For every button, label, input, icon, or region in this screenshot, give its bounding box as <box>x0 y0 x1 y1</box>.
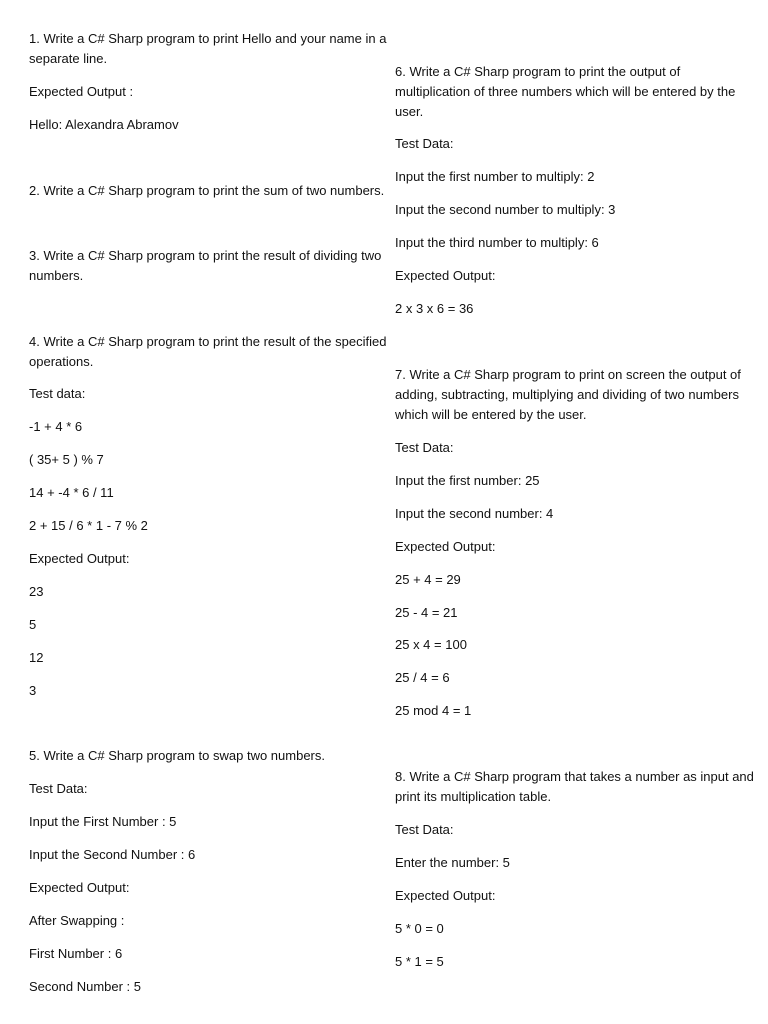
q5-output: After Swapping : <box>29 913 125 928</box>
q1-prompt-line1: 1. Write a C# Sharp program to print Hello and your name in a <box>29 31 387 46</box>
q8-expected-label: Expected Output: <box>395 888 496 903</box>
q7-output: 25 + 4 = 29 <box>395 572 461 587</box>
q6-output: 2 x 3 x 6 = 36 <box>395 301 474 316</box>
q7-test-label: Test Data: <box>395 440 454 455</box>
q7-prompt-line3: which will be entered by the user. <box>395 407 587 422</box>
q4-prompt-line2: operations. <box>29 354 94 369</box>
q8-prompt-line1: 8. Write a C# Sharp program that takes a number as input and <box>395 769 754 784</box>
q6-prompt-line1: 6. Write a C# Sharp program to print the output of <box>395 64 681 79</box>
q8-test-label: Test Data: <box>395 822 454 837</box>
q4-output: 23 <box>29 584 44 599</box>
q8-prompt-line2: print its multiplication table. <box>395 789 552 804</box>
q6-prompt-line3: user. <box>395 104 424 119</box>
q8-output: 5 * 1 = 5 <box>395 954 444 969</box>
q5-output: First Number : 6 <box>29 946 123 961</box>
q7-prompt-line1: 7. Write a C# Sharp program to print on screen the output of <box>395 367 741 382</box>
q5-expected-label: Expected Output: <box>29 880 130 895</box>
q2-prompt-line1: 2. Write a C# Sharp program to print the sum of two numbers. <box>29 183 385 198</box>
q4-test-data: 2 + 15 / 6 * 1 - 7 % 2 <box>29 518 148 533</box>
q7-output: 25 mod 4 = 1 <box>395 703 472 718</box>
q6-test-data: Input the third number to multiply: 6 <box>395 235 599 250</box>
q3-prompt-line2: numbers. <box>29 268 84 283</box>
q6-test-data: Input the second number to multiply: 3 <box>395 202 616 217</box>
q1-prompt-line2: separate line. <box>29 51 108 66</box>
q4-output: 12 <box>29 650 44 665</box>
q8-test-data: Enter the number: 5 <box>395 855 510 870</box>
q5-prompt-line1: 5. Write a C# Sharp program to swap two numbers. <box>29 748 325 763</box>
q3-prompt-line1: 3. Write a C# Sharp program to print the result of dividing two <box>29 248 382 263</box>
q7-output: 25 - 4 = 21 <box>395 605 458 620</box>
q8-output: 5 * 0 = 0 <box>395 921 444 936</box>
q4-prompt-line1: 4. Write a C# Sharp program to print the result of the specified <box>29 334 387 349</box>
q7-test-data: Input the second number: 4 <box>395 506 554 521</box>
q7-prompt-line2: adding, subtracting, multiplying and dividing of two numbers <box>395 387 739 402</box>
q4-test-data: 14 + -4 * 6 / 11 <box>29 485 114 500</box>
q7-expected-label: Expected Output: <box>395 539 496 554</box>
q4-test-data: ( 35+ 5 ) % 7 <box>29 452 104 467</box>
q7-output: 25 x 4 = 100 <box>395 637 467 652</box>
q4-expected-label: Expected Output: <box>29 551 130 566</box>
q7-output: 25 / 4 = 6 <box>395 670 450 685</box>
q7-test-data: Input the first number: 25 <box>395 473 540 488</box>
q1-expected-label: Expected Output : <box>29 84 134 99</box>
q6-test-label: Test Data: <box>395 136 454 151</box>
q4-test-data: -1 + 4 * 6 <box>29 419 83 434</box>
q5-test-data: Input the Second Number : 6 <box>29 847 196 862</box>
q5-test-data: Input the First Number : 5 <box>29 814 177 829</box>
q4-test-label: Test data: <box>29 386 86 401</box>
q5-test-label: Test Data: <box>29 781 88 796</box>
q6-expected-label: Expected Output: <box>395 268 496 283</box>
q4-output: 3 <box>29 683 37 698</box>
q6-prompt-line2: multiplication of three numbers which will be entered by the <box>395 84 736 99</box>
q5-output: Second Number : 5 <box>29 979 142 994</box>
q4-output: 5 <box>29 617 37 632</box>
q1-output: Hello: Alexandra Abramov <box>29 117 179 132</box>
q6-test-data: Input the first number to multiply: 2 <box>395 169 595 184</box>
